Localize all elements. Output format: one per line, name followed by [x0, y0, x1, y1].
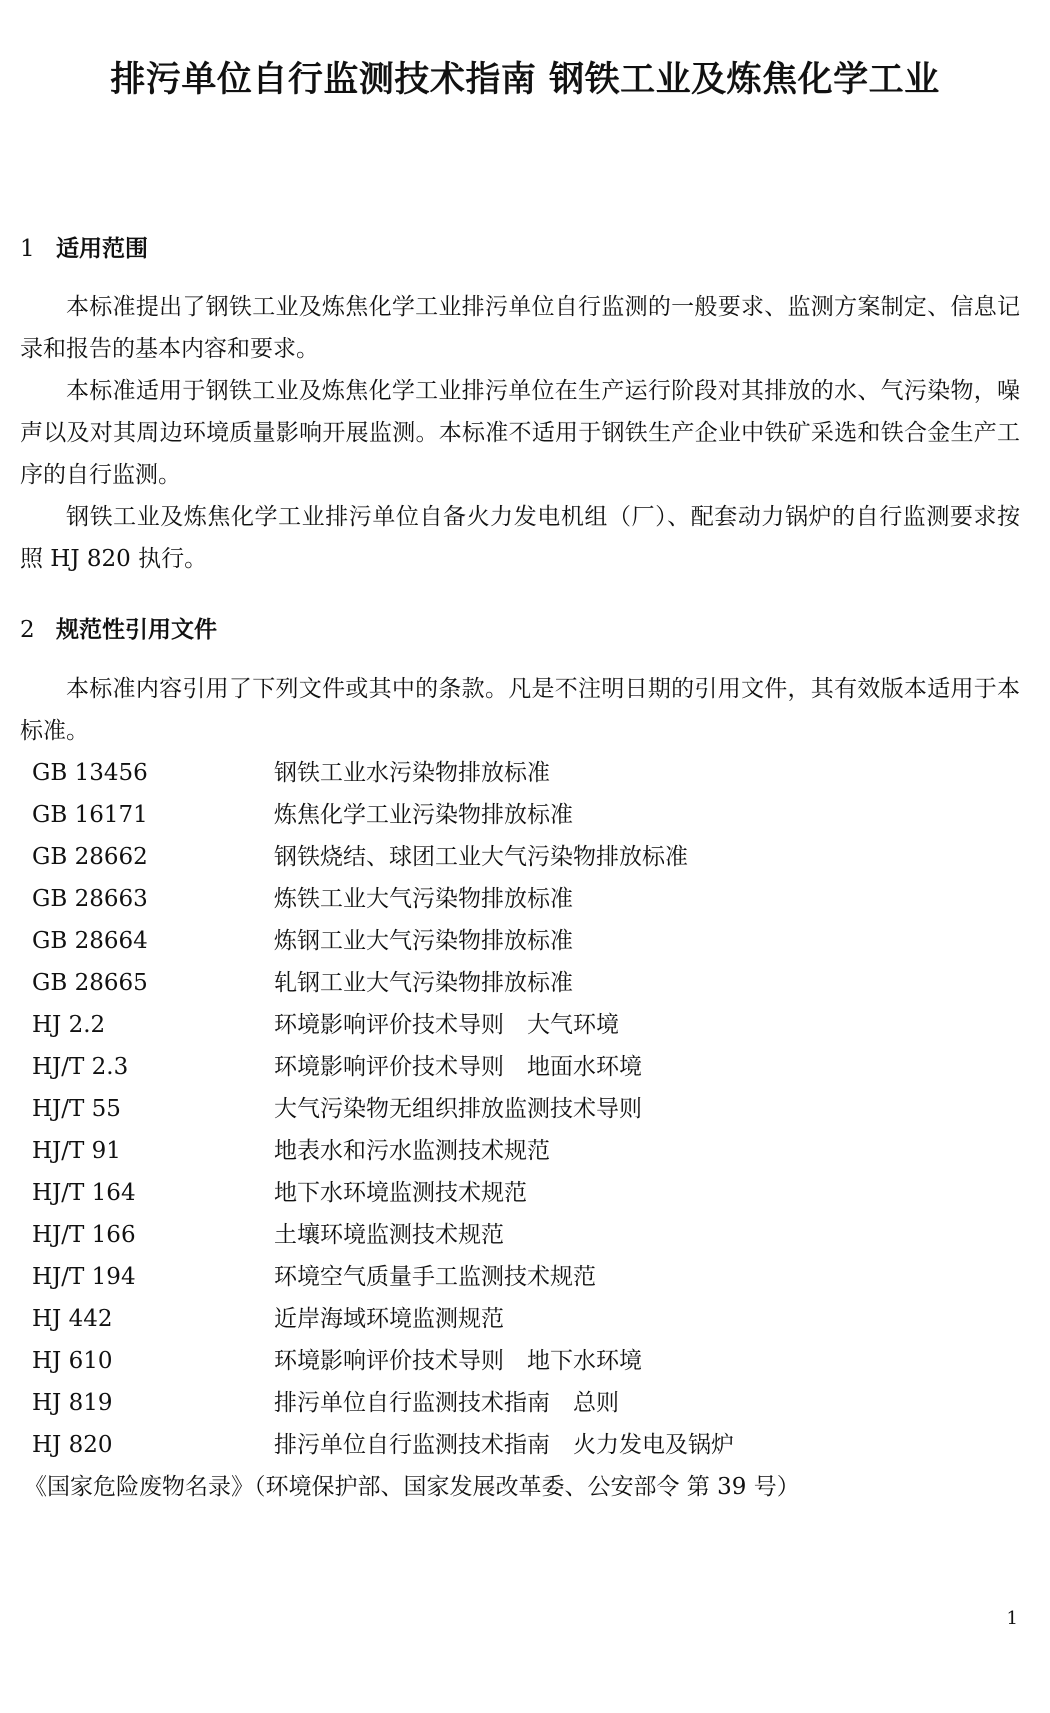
reference-title: 环境影响评价技术导则 地面水环境: [274, 1054, 642, 1080]
reference-item: [32, 752, 1022, 794]
section-number: 2: [20, 617, 35, 643]
reference-item: [32, 1340, 1022, 1382]
reference-title: 炼铁工业大气污染物排放标准: [274, 886, 573, 912]
scope-paragraph-3: 钢铁工业及炼焦化学工业排污单位自备火力发电机组（厂）、配套动力锅炉的自行监测要求按照 HJ 820 执行。: [20, 504, 1020, 572]
reference-code: HJ 819: [32, 1390, 113, 1416]
reference-code: GB 28662: [32, 844, 148, 870]
section-heading-references: [20, 611, 217, 644]
reference-item: [32, 1088, 1022, 1130]
reference-item: [32, 1424, 1022, 1466]
reference-code: HJ/T 194: [32, 1264, 136, 1290]
reference-item: [32, 1130, 1022, 1172]
reference-code: HJ/T 166: [32, 1222, 136, 1248]
reference-title: 钢铁烧结、球团工业大气污染物排放标准: [274, 844, 688, 870]
reference-item: [32, 1004, 1022, 1046]
section-title: 适用范围: [56, 236, 148, 262]
reference-title: 炼焦化学工业污染物排放标准: [274, 802, 573, 828]
reference-item: [32, 878, 1022, 920]
reference-item: [32, 794, 1022, 836]
section-heading-scope: [20, 230, 148, 263]
reference-note: 《国家危险废物名录》（环境保护部、国家发展改革委、公安部令 第 39 号）: [24, 1474, 800, 1500]
reference-code: GB 28663: [32, 886, 148, 912]
reference-title: 环境空气质量手工监测技术规范: [274, 1264, 596, 1290]
document-title: 排污单位自行监测技术指南 钢铁工业及炼焦化学工业: [110, 60, 940, 100]
reference-code: HJ/T 55: [32, 1096, 121, 1122]
scope-paragraph-2: 本标准适用于钢铁工业及炼焦化学工业排污单位在生产运行阶段对其排放的水、气污染物，噪声以及对其周边环境质量影响开展监测。本标准不适用于钢铁生产企业中铁矿采选和铁合金生产工序的自行监测。: [20, 378, 1020, 488]
reference-code: HJ 820: [32, 1432, 113, 1458]
reference-code: GB 13456: [32, 760, 148, 786]
reference-code: GB 16171: [32, 802, 148, 828]
reference-title: 土壤环境监测技术规范: [274, 1222, 504, 1248]
reference-title: 排污单位自行监测技术指南 火力发电及锅炉: [274, 1432, 734, 1458]
reference-item: [32, 1046, 1022, 1088]
reference-list: [32, 752, 1022, 1466]
reference-title: 炼钢工业大气污染物排放标准: [274, 928, 573, 954]
reference-item: [32, 962, 1022, 1004]
reference-code: HJ/T 164: [32, 1180, 136, 1206]
reference-code: HJ 610: [32, 1348, 113, 1374]
page-number: 1: [1006, 1608, 1018, 1629]
reference-title: 地表水和污水监测技术规范: [274, 1138, 550, 1164]
reference-title: 排污单位自行监测技术指南 总则: [274, 1390, 619, 1416]
reference-item: [32, 1256, 1022, 1298]
reference-code: GB 28664: [32, 928, 148, 954]
reference-code: HJ/T 2.3: [32, 1054, 129, 1080]
reference-code: HJ 2.2: [32, 1012, 106, 1038]
scope-paragraph-1: 本标准提出了钢铁工业及炼焦化学工业排污单位自行监测的一般要求、监测方案制定、信息记录和报告的基本内容和要求。: [20, 294, 1020, 362]
reference-item: [32, 1172, 1022, 1214]
reference-title: 轧钢工业大气污染物排放标准: [274, 970, 573, 996]
references-intro: 本标准内容引用了下列文件或其中的条款。凡是不注明日期的引用文件，其有效版本适用于本标准。: [20, 676, 1020, 744]
section-title: 规范性引用文件: [56, 617, 217, 643]
reference-title: 环境影响评价技术导则 大气环境: [274, 1012, 619, 1038]
reference-item: [32, 920, 1022, 962]
reference-code: HJ 442: [32, 1306, 113, 1332]
reference-title: 地下水环境监测技术规范: [274, 1180, 527, 1206]
reference-code: GB 28665: [32, 970, 148, 996]
reference-title: 大气污染物无组织排放监测技术导则: [274, 1096, 642, 1122]
reference-title: 近岸海域环境监测规范: [274, 1306, 504, 1332]
reference-item: [32, 836, 1022, 878]
section-number: 1: [20, 236, 35, 262]
reference-title: 钢铁工业水污染物排放标准: [274, 760, 550, 786]
reference-item: [32, 1214, 1022, 1256]
reference-code: HJ/T 91: [32, 1138, 121, 1164]
reference-item: [32, 1298, 1022, 1340]
reference-title: 环境影响评价技术导则 地下水环境: [274, 1348, 642, 1374]
reference-item: [32, 1382, 1022, 1424]
